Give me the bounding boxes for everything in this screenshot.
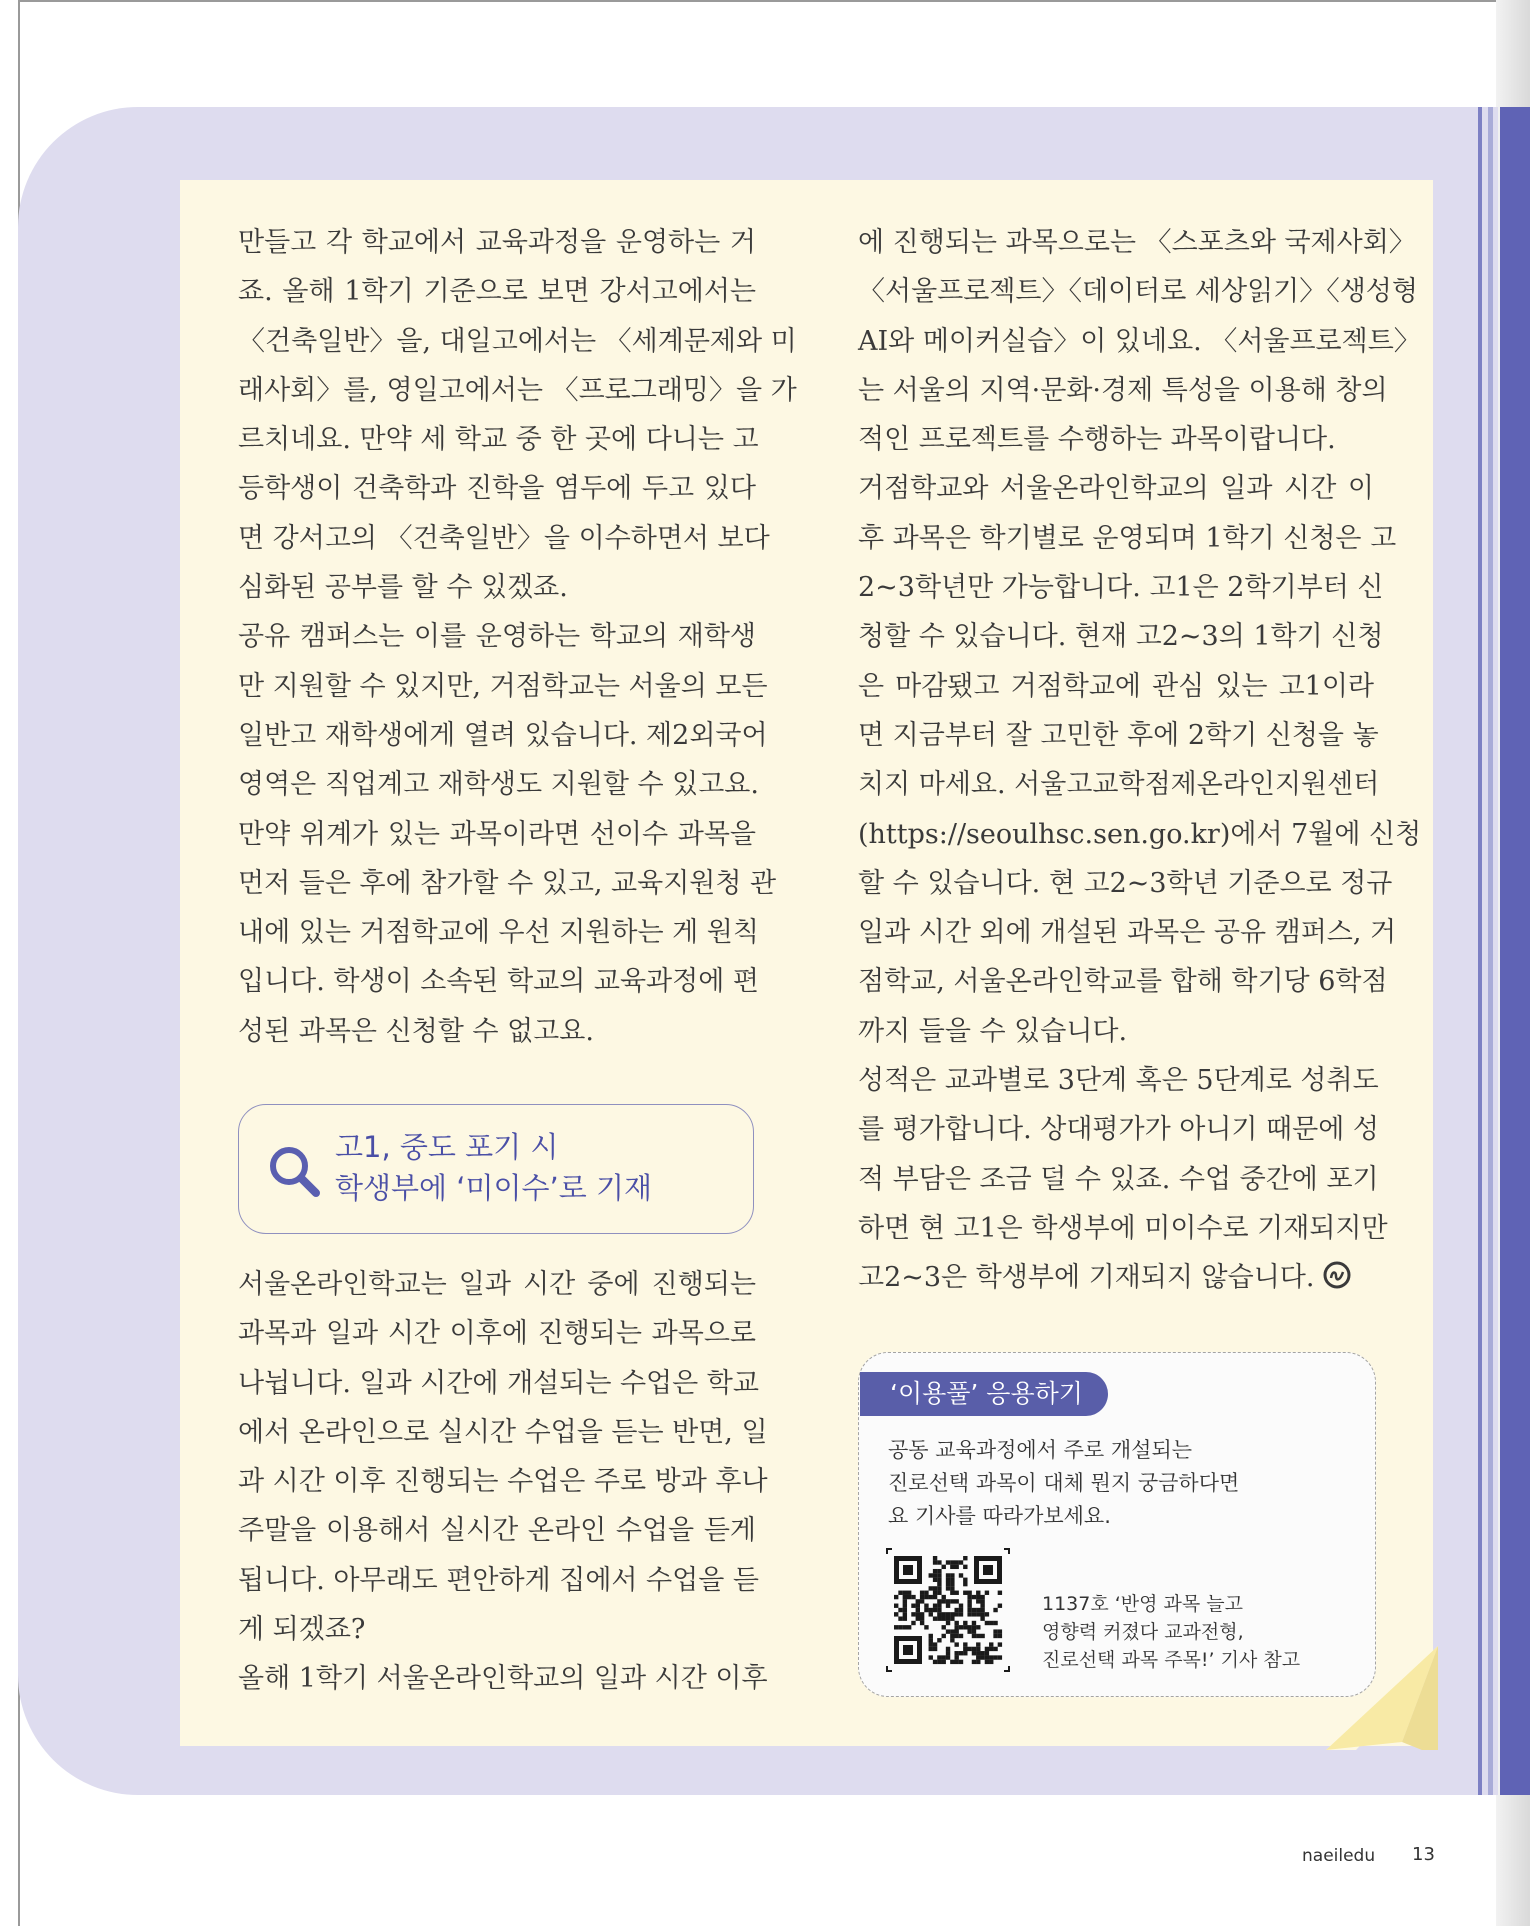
text-line: 심화된 공부를 할 수 있겠죠. [238, 572, 568, 604]
text-line: 후 과목은 학기별로 운영되며 1학기 신청은 고 [858, 522, 1397, 554]
text-line-last: 고2~3은 학생부에 기재되지 않습니다. [858, 1262, 1315, 1294]
text-line: 은 마감됐고 거점학교에 관심 있는 고1이라 [858, 670, 1374, 702]
text-line: 에서 온라인으로 실시간 수업을 듣는 반면, 일 [238, 1416, 768, 1448]
tip-text [888, 1434, 1328, 1533]
text-line: 과목과 일과 시간 이후에 진행되는 과목으로 [238, 1318, 756, 1350]
subheading-box [238, 1104, 754, 1234]
text-line: AI와 메이커실습〉이 있네요. 〈서울프로젝트〉 [858, 325, 1421, 357]
text-line [858, 1253, 1374, 1302]
text-line: 죠. 올해 1학기 기준으로 보면 강서고에서는 [238, 276, 756, 308]
text-line: 서울온라인학교는 일과 시간 중에 진행되는 [238, 1269, 756, 1300]
edge-stripe [1488, 107, 1493, 1795]
qr-code-icon[interactable] [886, 1548, 1010, 1672]
text-line: 에 진행되는 과목으로는 〈스포츠와 국제사회〉 [858, 227, 1416, 258]
text-line: 치지 마세요. 서울고교학점제온라인지원센터 [858, 769, 1380, 801]
text-line: 일반고 재학생에게 열려 있습니다. 제2외국어 [238, 719, 768, 751]
text-line: 하면 현 고1은 학생부에 미이수로 기재되지만 [858, 1212, 1388, 1244]
qr-caption [1042, 1590, 1301, 1674]
tip-line: 요 기사를 따라가보세요. [888, 1504, 1111, 1528]
text-line: 〈서울프로젝트〉〈데이터로 세상읽기〉〈생성형 [858, 276, 1418, 308]
text-line: 나뉩니다. 일과 시간에 개설되는 수업은 학교 [238, 1367, 759, 1399]
article-left-column-top [238, 218, 797, 1056]
text-line: 입니다. 학생이 소속된 학교의 교육과정에 편 [238, 966, 759, 998]
text-line: 할 수 있습니다. 현 고2~3학년 기준으로 정규 [858, 867, 1393, 899]
text-line: 과 시간 이후 진행되는 수업은 주로 방과 후나 [238, 1466, 768, 1498]
text-line: 거점학교와 서울온라인학교의 일과 시간 이 [858, 473, 1374, 505]
subheading-line: 고1, 중도 포기 시 [335, 1130, 559, 1164]
text-line: 게 되겠죠? [238, 1614, 366, 1646]
page-number: 13 [1412, 1844, 1435, 1865]
text-line: (https://seoulhsc.sen.go.kr)에서 7월에 신청 [858, 818, 1422, 850]
page-curl-corner [1326, 1646, 1438, 1750]
text-line: 성적은 교과별로 3단계 혹은 5단계로 성취도 [858, 1065, 1379, 1097]
text-line: 까지 들을 수 있습니다. [858, 1015, 1128, 1047]
qr-caption-line: 1137호 ‘반영 과목 늘고 [1042, 1593, 1243, 1615]
magnifier-icon [266, 1143, 322, 1199]
text-line: 적 부담은 조금 덜 수 있죠. 수업 중간에 포기 [858, 1163, 1379, 1195]
text-line: 공유 캠퍼스는 이를 운영하는 학교의 재학생 [238, 621, 756, 653]
text-line: 됩니다. 아무래도 편안하게 집에서 수업을 듣 [238, 1564, 759, 1596]
text-line: 만들고 각 학교에서 교육과정을 운영하는 거 [238, 227, 756, 258]
text-line: 래사회〉를, 영일고에서는 〈프로그래밍〉을 가 [238, 374, 797, 406]
footer-brand: naeiledu [1302, 1846, 1376, 1866]
text-line: 면 강서고의 〈건축일반〉을 이수하면서 보다 [238, 522, 770, 554]
article-right-column [858, 218, 1422, 1303]
tip-line: 진로선택 과목이 대체 뭔지 궁금하다면 [888, 1471, 1240, 1495]
tip-badge: ‘이용풀’ 응용하기 [860, 1372, 1108, 1416]
text-line: 내에 있는 거점학교에 우선 지원하는 게 원칙 [238, 917, 759, 949]
text-line: 면 지금부터 잘 고민한 후에 2학기 신청을 놓 [858, 719, 1379, 751]
text-line: 주말을 이용해서 실시간 온라인 수업을 듣게 [238, 1515, 756, 1547]
text-line: 〈건축일반〉을, 대일고에서는 〈세계문제와 미 [238, 325, 797, 357]
edge-stripe [1478, 107, 1482, 1795]
text-line: 적인 프로젝트를 수행하는 과목이랍니다. [858, 424, 1336, 456]
text-line: 만 지원할 수 있지만, 거점학교는 서울의 모든 [238, 670, 768, 702]
text-line: 를 평가합니다. 상대평가가 아니기 때문에 성 [858, 1114, 1379, 1146]
subheading-title [335, 1127, 652, 1209]
edge-stripe [1500, 107, 1530, 1795]
text-line: 는 서울의 지역·문화·경제 특성을 이용해 창의 [858, 374, 1388, 406]
article-left-column-bottom [238, 1260, 768, 1704]
end-mark-icon [1322, 1260, 1352, 1290]
qr-caption-line: 영향력 커졌다 교과전형, [1042, 1621, 1244, 1643]
qr-caption-line: 진로선택 과목 주목!’ 기사 참고 [1042, 1649, 1301, 1671]
text-line: 먼저 들은 후에 참가할 수 있고, 교육지원청 관 [238, 867, 777, 899]
text-line: 올해 1학기 서울온라인학교의 일과 시간 이후 [238, 1663, 768, 1695]
subheading-line: 학생부에 ‘미이수’로 기재 [335, 1171, 653, 1205]
text-line: 르치네요. 만약 세 학교 중 한 곳에 다니는 고 [238, 424, 759, 456]
text-line: 2~3학년만 가능합니다. 고1은 2학기부터 신 [858, 572, 1384, 604]
text-line: 점학교, 서울온라인학교를 합해 학기당 6학점 [858, 966, 1388, 998]
text-line: 영역은 직업계고 재학생도 지원할 수 있고요. [238, 769, 759, 801]
text-line: 청할 수 있습니다. 현재 고2~3의 1학기 신청 [858, 621, 1384, 653]
text-line: 일과 시간 외에 개설된 과목은 공유 캠퍼스, 거 [858, 917, 1397, 949]
page-frame-top [18, 0, 1512, 2]
tip-line: 공동 교육과정에서 주로 개설되는 [888, 1438, 1193, 1462]
text-line: 성된 과목은 신청할 수 없고요. [238, 1015, 594, 1047]
text-line: 등학생이 건축학과 진학을 염두에 두고 있다 [238, 473, 756, 505]
text-line: 만약 위계가 있는 과목이라면 선이수 과목을 [238, 818, 756, 850]
